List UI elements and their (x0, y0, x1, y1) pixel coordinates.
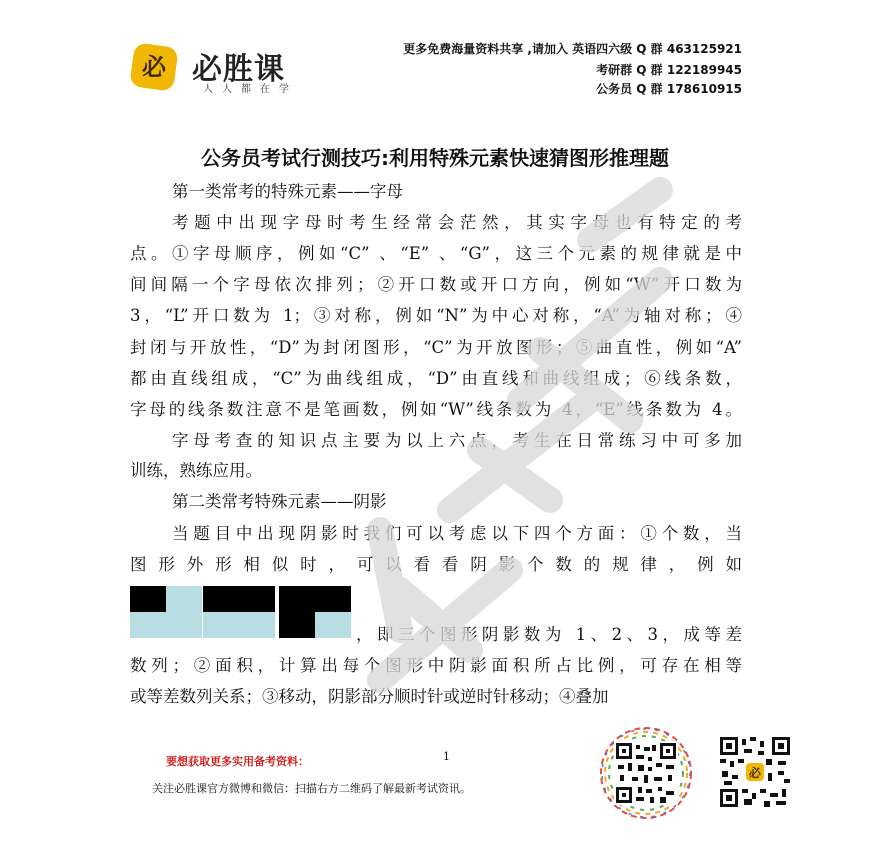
section-heading-2: 第二类常考特殊元素——阴影 (172, 492, 387, 511)
figure-2-cell (203, 586, 239, 612)
figure-1-cell (166, 586, 202, 612)
footer-follow-text: 关注必胜课官方微博和微信：扫描右方二维码了解最新考试资讯。 (152, 782, 471, 795)
figure-1-cell (130, 612, 166, 638)
page-title: 公务员考试行测技巧:利用特殊元素快速猜图形推理题 (201, 146, 669, 170)
figure-2-cell (239, 612, 275, 638)
paragraph-line: 封闭与开放性，“D”为封闭图形，“C”为开放图形；⑤曲直性，例如“A” (130, 338, 742, 357)
section-heading-1: 第一类常考的特殊元素——字母 (172, 182, 403, 201)
paragraph-line: 考题中出现字母时考生经常会茫然，其实字母也有特定的考 (172, 213, 742, 232)
header-info-line-2: 考研群 Q 群 122189945 (596, 63, 742, 77)
header-info-line-1: 更多免费海量资料共享 ,请加入 英语四六级 Q 群 463125921 (403, 42, 742, 56)
paragraph-line: 训练，熟练应用。 (130, 461, 262, 480)
paragraph-line: 或等差数列关系；③移动，阴影部分顺时针或逆时针移动；④叠加 (130, 687, 609, 706)
paragraph-line: 图形外形相似时，可以看看阴影个数的规律，例如 (130, 555, 742, 574)
paragraph-line: 当题目中出现阴影时我们可以考虑以下四个方面：①个数，当 (172, 524, 742, 543)
paragraph-line: ，即三个图形阴影数为 1、2、3，成等差 (356, 625, 742, 644)
footer-promo-text: 要想获取更多实用备考资料： (166, 755, 309, 768)
logo-slogan: 人人都在学 (203, 84, 298, 95)
paragraph-line: 3，“L”开口数为 1；③对称，例如“N”为中心对称，“A”为轴对称；④ (130, 306, 742, 325)
page-number: 1 (443, 750, 450, 763)
paragraph-line: 间间隔一个字母依次排列；②开口数或开口方向，例如“W”开口数为 (130, 275, 742, 294)
paragraph-line: 字母的线条数注意不是笔画数，例如“W”线条数为 4，“E”线条数为 4。 (130, 400, 742, 419)
paragraph-line: 都由直线组成，“C”为曲线组成，“D”由直线和曲线组成；⑥线条数， (130, 369, 742, 388)
figure-3-cell (279, 612, 315, 638)
paragraph-line: 数列；②面积，计算出每个图形中阴影面积所占比例，可存在相等 (130, 656, 742, 675)
figure-3-cell (315, 612, 351, 638)
weibo-qr-code[interactable] (598, 725, 694, 821)
wechat-qr-code[interactable] (708, 737, 802, 807)
figure-1-cell (130, 586, 166, 612)
qr-logo-icon: 必 (748, 766, 762, 780)
figure-2-cell (203, 612, 239, 638)
logo-icon: 必 (142, 53, 166, 81)
logo-name: 必胜课 (192, 52, 285, 87)
figure-3-cell (315, 586, 351, 612)
header-info-line-3: 公务员 Q 群 178610915 (596, 82, 742, 96)
figure-2-cell (239, 586, 275, 612)
paragraph-line: 字母考查的知识点主要为以上六点，考生在日常练习中可多加 (172, 431, 742, 450)
paragraph-line: 点。①字母顺序，例如“C” 、“E” 、“G”，这三个元素的规律就是中 (130, 244, 742, 263)
figure-1-cell (166, 612, 202, 638)
figure-3-cell (279, 586, 315, 612)
